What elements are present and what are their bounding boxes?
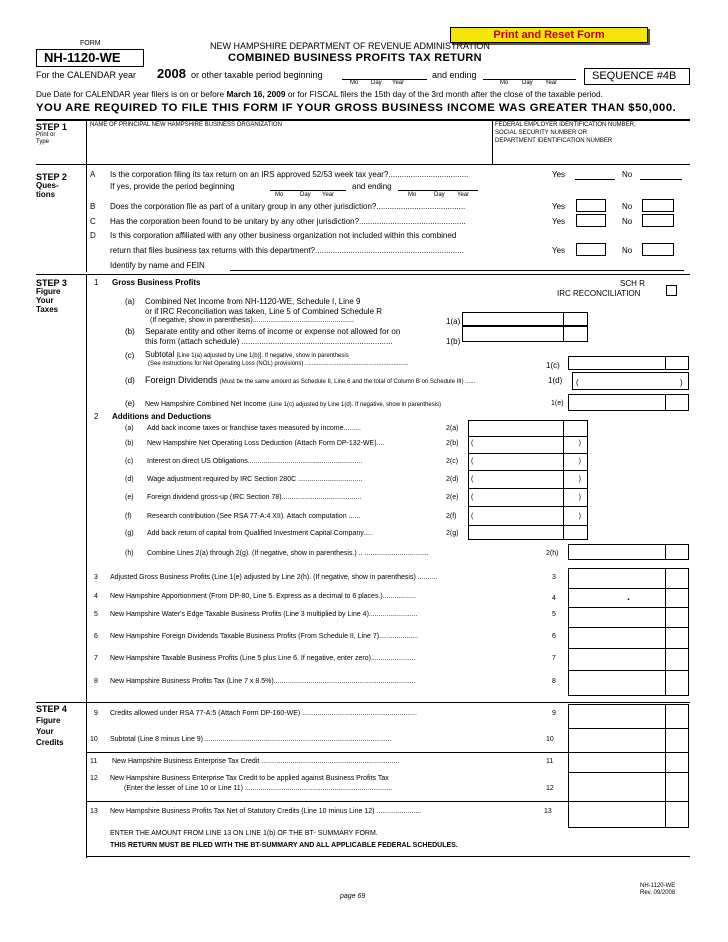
q-d-text-3: Identify by name and FEIN (110, 261, 205, 270)
line2a-ref: 2(a) (446, 425, 459, 432)
org-name-field[interactable] (90, 146, 488, 162)
line8-num: 8 (94, 678, 98, 685)
line2-title: Additions and Deductions (112, 412, 212, 421)
q-a-no: No (622, 170, 633, 179)
line2e-label: (e) (125, 494, 134, 501)
line3-text: Adjusted Gross Business Profits (Line 1(e) adjusted by Line 2(h). (If negative, show in parenthesis) .......... (110, 574, 438, 581)
begin-day: Day (371, 80, 382, 86)
q-c-text: Has the corporation been found to be unitary by any other jurisdiction?................................................ (110, 217, 466, 226)
line10-field[interactable] (570, 729, 664, 751)
line1d-close-paren: ) (680, 378, 683, 387)
line2h-label: (h) (125, 550, 134, 557)
line1a-ref: 1(a) (446, 317, 461, 326)
line2h-text: Combine Lines 2(a) through 2(g). (If negative, show in parenthesis.) .. ................................. (147, 550, 429, 557)
line6-ref: 6 (552, 633, 556, 640)
line13-field[interactable] (570, 802, 664, 827)
q-c-yes: Yes (552, 217, 566, 226)
line8-field[interactable] (570, 671, 664, 695)
footer-instruction-2: THIS RETURN MUST BE FILED WITH THE BT-SUMMARY AND ALL APPLICABLE FEDERAL SCHEDULES. (110, 842, 458, 849)
line2f-label: (f) (125, 513, 132, 520)
step4-sub2: Your (36, 727, 54, 736)
line2c-field[interactable]: ( ) (471, 458, 581, 465)
line2-num: 2 (94, 412, 99, 421)
line9-num: 9 (94, 710, 98, 717)
line1a-field[interactable] (462, 312, 587, 326)
q-c-yes-field[interactable] (576, 214, 606, 227)
q-d-yes: Yes (552, 246, 566, 255)
step4-label: STEP 4 (36, 704, 67, 714)
calendar-year-prefix: For the CALENDAR year (36, 70, 137, 80)
line11-field[interactable] (570, 753, 664, 771)
line12-text-2: (Enter the lesser of Line 10 or Line 11) ............................................................................ (124, 785, 393, 792)
line2g-field[interactable] (470, 526, 562, 539)
line9-field[interactable] (570, 705, 664, 727)
q-a-no-field[interactable] (640, 179, 682, 180)
line1c-label: (c) (125, 351, 135, 360)
step4-sub1: Figure (36, 716, 61, 725)
line6-text: New Hampshire Foreign Dividends Taxable Business Profits (From Schedule II, Line 7).................... (110, 633, 418, 640)
line8-text: New Hampshire Business Profits Tax (Line 7 x 8.5%)......................................................................... (110, 678, 416, 685)
step1-label: STEP 1 (36, 122, 67, 132)
line12-field[interactable] (570, 773, 664, 800)
line3-ref: 3 (552, 574, 556, 581)
line4-text: New Hampshire Apportionment (From DP-80, Line 5. Express as a decimal to 6 places.)................. (110, 593, 416, 600)
step1-sub2: Type (36, 139, 50, 145)
step4-sub3: Credits (36, 738, 64, 747)
line2a-field[interactable] (470, 421, 562, 435)
q-a-begin-day: Day (300, 192, 311, 198)
line5-text: New Hampshire Water's Edge Taxable Business Profits (Line 3 multiplied by Line 4)......................... (110, 611, 418, 618)
step2-sub1: Ques- (36, 181, 59, 190)
line7-text: New Hampshire Taxable Business Profits (Line 5 plus Line 6. If negative, enter zero)....................... (110, 655, 416, 662)
org-name-label: NAME OF PRINCIPAL NEW HAMPSHIRE BUSINESS ORGANIZATION (90, 122, 282, 128)
form-title: COMBINED BUSINESS PROFITS TAX RETURN (228, 52, 482, 64)
q-b-yes-field[interactable] (576, 199, 606, 212)
line1b-ref: 1(b) (446, 337, 461, 346)
line11-text: New Hampshire Business Enterprise Tax Credit ....................................................................... (112, 758, 400, 765)
line11-num: 11 (90, 758, 98, 765)
line2g-label: (g) (125, 530, 134, 537)
line1e-ref: 1(e) (551, 400, 564, 407)
line2g-ref: 2(g) (446, 530, 459, 537)
line1b-text-2: this form (attach schedule) .................................................................... (145, 337, 393, 346)
line2d-ref: 2(d) (446, 476, 459, 483)
line2c-ref: 2(c) (446, 458, 459, 465)
line5-num: 5 (94, 611, 98, 618)
line10-ref: 10 (546, 736, 554, 743)
line1a-text-1: Combined Net Income from NH-1120-WE, Schedule I, Line 9 (145, 297, 361, 306)
begin-year: Year (392, 80, 405, 86)
begin-mo: Mo (350, 80, 359, 86)
sch-r-checkbox[interactable] (666, 285, 677, 296)
line3-num: 3 (94, 574, 98, 581)
line1c-text-2: (See instructions for Net Operating Loss (NOL) provisions) .............................................................. (148, 361, 409, 367)
line2e-field[interactable]: ( ) (471, 494, 581, 501)
step2-sub2: tions (36, 190, 56, 199)
line1c-text-1: Subtotal [Line 1(a) adjusted by Line 1(b)]. If negative, show in parenthesis (145, 350, 349, 359)
line1c-ref: 1(c) (546, 361, 560, 370)
line1d-label: (d) (125, 376, 135, 385)
due-date-text: Due Date for CALENDAR year filers is on or before March 16, 2009 or for FISCAL filers the 15th day of the 3rd month after the close of the taxable period. (36, 89, 603, 99)
step1-sub1: Print or (36, 132, 56, 138)
q-b-text: Does the corporation file as part of a unitary group in any other jurisdiction?........................................ (110, 202, 466, 211)
calendar-year-suffix: or other taxable period beginning (191, 70, 323, 80)
line1b-label: (b) (125, 327, 135, 336)
line1e-text: New Hampshire Combined Net Income (Line 1(c) adjusted by Line 1(d). If negative, show in parenthesis) (145, 401, 442, 408)
line1d-open-paren: ( (576, 378, 579, 387)
q-c-no-field[interactable] (642, 214, 674, 227)
step3-label: STEP 3 (36, 278, 67, 288)
print-reset-button[interactable]: Print and Reset Form (450, 27, 648, 43)
line2g-text: Add back return of capital from Qualified Investment Capital Company..... (147, 530, 373, 537)
irc-reconciliation-label: IRC RECONCILIATION (557, 289, 641, 298)
q-a-begin-mo: Mo (275, 192, 284, 198)
line2h-field[interactable] (568, 544, 689, 560)
line12-text-1: New Hampshire Business Enterprise Tax Credit to be applied against Business Profits Tax (110, 775, 389, 782)
line10-text: Subtotal (Line 8 minus Line 9)................................................................................................. (110, 736, 392, 743)
q-d-text-2: return that files business tax returns with this department?................................................................... (110, 246, 464, 255)
end-mo: Mo (500, 80, 509, 86)
line7-field[interactable] (570, 649, 664, 669)
line1d-text: Foreign Dividends (Must be the same amount as Schedule II, Line 6 and the total of Column B on Schedule III) ...... (145, 375, 476, 385)
line13-num: 13 (90, 808, 98, 815)
line2a-text: Add back income taxes or franchise taxes measured by income......... (147, 425, 361, 432)
q-b-yes: Yes (552, 202, 566, 211)
end-day: Day (522, 80, 533, 86)
line1a-text-3: (If negative, show in parenthesis).................................................... (150, 317, 354, 324)
line13-ref: 13 (544, 808, 552, 815)
line12-num: 12 (90, 775, 98, 782)
line2b-ref: 2(b) (446, 440, 459, 447)
line2e-text: Foreign dividend gross-up (IRC Section 78)......................................... (147, 494, 362, 501)
q-d-no-field[interactable] (642, 243, 674, 256)
line10-num: 10 (90, 736, 98, 743)
footer-instruction-1: ENTER THE AMOUNT FROM LINE 13 ON LINE 1(b) OF THE BT- SUMMARY FORM. (110, 830, 378, 837)
and-ending-label: and ending (432, 70, 477, 80)
footer-form-id: NH-1120-WE (640, 883, 676, 889)
line7-num: 7 (94, 655, 98, 662)
line2a-label: (a) (125, 425, 134, 432)
q-a-end-field[interactable] (398, 190, 478, 191)
page-number: page 69 (340, 893, 366, 900)
agency-name: NEW HAMPSHIRE DEPARTMENT OF REVENUE ADMINISTRATION (210, 41, 490, 51)
q-d-name-fein-field[interactable] (230, 270, 684, 271)
line2c-label: (c) (125, 458, 134, 465)
line1e-label: (e) (125, 399, 135, 408)
q-a-begin-field[interactable] (270, 190, 346, 191)
q-d-text: Is this corporation affiliated with any other business organization not included within this combined (110, 231, 457, 240)
line8-ref: 8 (552, 678, 556, 685)
q-c-no: No (622, 217, 633, 226)
line1-title: Gross Business Profits (112, 278, 201, 287)
line1e-field[interactable] (568, 394, 689, 411)
q-b-no-field[interactable] (642, 199, 674, 212)
sequence-number: SEQUENCE #4B (592, 70, 677, 82)
line1d-ref: 1(d) (548, 376, 563, 385)
fein-field[interactable] (495, 146, 689, 162)
q-a-letter: A (90, 170, 96, 179)
line6-num: 6 (94, 633, 98, 640)
line1d-field[interactable] (572, 372, 689, 390)
line13-text: New Hampshire Business Profits Tax Net of Statutory Credits (Line 10 minus Line 12) ....................... (110, 808, 422, 815)
line1b-text-1: Separate entity and other items of income or expense not allowed for on (145, 327, 401, 336)
fein-label-2: SOCIAL SECURITY NUMBER OR (495, 130, 588, 136)
line2f-text: Research contribution (See RSA 77-A:4 XII). Attach computation ...... (147, 513, 361, 520)
footer-rev: Rev. 09/2008 (640, 890, 676, 896)
line2b-label: (b) (125, 440, 134, 447)
fein-label-3: DEPARTMENT IDENTIFICATION NUMBER (495, 138, 613, 144)
end-year: Year (545, 80, 558, 86)
q-d-letter: D (90, 231, 96, 240)
line4-field[interactable]: . (627, 592, 630, 603)
step3-sub2: Your (36, 296, 54, 305)
line9-text: Credits allowed under RSA 77-A:5 (Attach Form DP-160-WE) ........................................................... (110, 710, 417, 717)
requirement-banner: YOU ARE REQUIRED TO FILE THIS FORM IF YOUR GROSS BUSINESS INCOME WAS GREATER THAN $50,000. (36, 102, 677, 114)
q-a-yes-field[interactable] (575, 179, 615, 180)
form-number: NH-1120-WE (44, 50, 121, 65)
fein-label-1: FEDERAL EMPLOYER IDENTIFICATION NUMBER, (495, 122, 636, 128)
line6-field[interactable] (570, 628, 664, 647)
tax-year: 2008 (157, 66, 186, 81)
line2b-field[interactable]: ( ) (471, 440, 581, 447)
form-label: FORM (80, 40, 101, 47)
line2d-field[interactable]: ( ) (471, 476, 581, 483)
q-a-yes: Yes (552, 170, 566, 179)
line5-ref: 5 (552, 611, 556, 618)
line11-ref: 11 (546, 758, 554, 765)
step3-sub1: Figure (36, 287, 61, 296)
line1a-text-2: or if IRC Reconciliation was taken, Line 5 of Combined Schedule R (145, 307, 383, 316)
line2f-field[interactable]: ( ) (471, 513, 581, 520)
line7-ref: 7 (552, 655, 556, 662)
q-a-text-2: If yes, provide the period beginning (110, 182, 235, 191)
q-a-end-year: Year (457, 192, 470, 198)
line1-num: 1 (94, 278, 99, 287)
line1b-field[interactable] (462, 326, 587, 342)
q-a-and-ending: and ending (352, 182, 392, 191)
step2-label: STEP 2 (36, 172, 67, 182)
line1c-field[interactable] (568, 356, 689, 370)
q-d-no: No (622, 246, 633, 255)
line2e-ref: 2(e) (446, 494, 459, 501)
q-a-text: Is the corporation filing its tax return on an IRS approved 52/53 week tax year?.................................... (110, 170, 469, 179)
line2h-ref: 2(h) (546, 550, 559, 557)
step3-sub3: Taxes (36, 305, 59, 314)
line12-ref: 12 (546, 785, 554, 792)
line2f-ref: 2(f) (446, 513, 457, 520)
q-b-no: No (622, 202, 633, 211)
line9-ref: 9 (552, 710, 556, 717)
line2c-text: Interest on direct US Obligations........................................................... (147, 458, 363, 465)
line4-ref: 4 (552, 595, 556, 602)
q-a-end-day: Day (434, 192, 445, 198)
line4-num: 4 (94, 593, 98, 600)
line2d-text: Wage adjustment required by IRC Section 280C ................................. (147, 476, 363, 483)
line5-field[interactable] (570, 608, 664, 626)
line2b-text: New Hampshire Net Operating Loss Deduction (Attach Form DP-132-WE).... (147, 440, 385, 447)
line1a-label: (a) (125, 297, 135, 306)
q-a-begin-year: Year (322, 192, 335, 198)
line3-field[interactable] (570, 569, 664, 587)
q-b-letter: B (90, 202, 96, 211)
q-a-end-mo: Mo (408, 192, 417, 198)
q-d-yes-field[interactable] (576, 243, 606, 256)
sch-r-label: SCH R (620, 279, 645, 288)
q-c-letter: C (90, 217, 96, 226)
line2d-label: (d) (125, 476, 134, 483)
